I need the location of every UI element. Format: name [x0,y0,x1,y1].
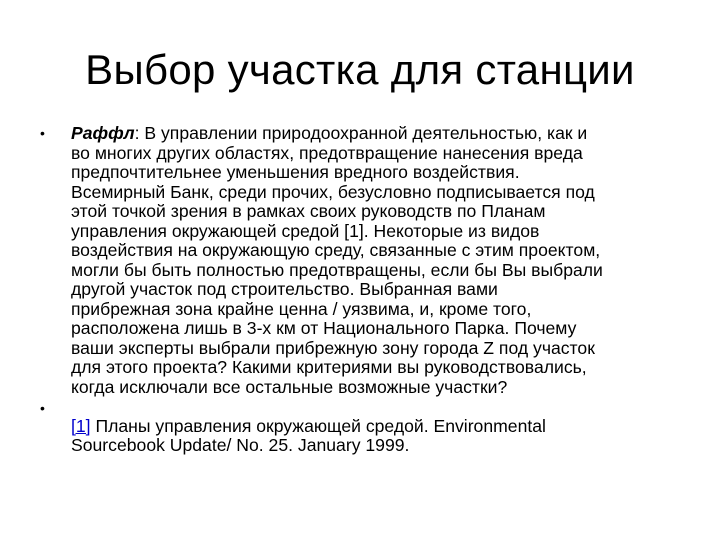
bullet-marker: • [40,125,45,141]
bullet-marker: • [40,400,45,416]
speaker-name: Раффл [71,123,135,143]
empty-line [71,397,690,417]
bullet-text [71,124,690,397]
speaker-separator: : [134,123,140,143]
slide-title: Выбор участка для станции [85,46,635,93]
bullet-item-reference [40,397,690,456]
bullet-body-text: В управлении природоохранной деятельностью, как и во многих других областях, предотвращение нанесения вреда предпочтительнее уменьшения вредного воздействия. Всемирный Банк, среди прочих, безусловно подписывается под этой точкой зрения в рамках своих руководств по Планам управления окружающей средой [1]. Некоторые из видов воздействия на окружающую среду, связанные с этим проектом, могли бы быть полностью предотвращены, если бы Вы выбрали другой участок под строительство. Выбранная вами прибрежная зона крайне ценна / уязвима, и, кроме того, расположена лишь в 3-х км от Национального Парка. Почему ваши эксперты выбрали прибрежную зону города Z под участок для этого проекта? Какими критериями вы руководствовались, когда исключали все остальные возможные участки? [71,123,603,397]
bullet-item-main [40,124,690,397]
reference-body-text: Планы управления окружающей средой. Environmental Sourcebook Update/ No. 25. January 1999. [71,415,546,455]
bullet-list [40,124,690,456]
reference-text [71,397,690,456]
footnote-link[interactable]: [1] [71,415,91,436]
